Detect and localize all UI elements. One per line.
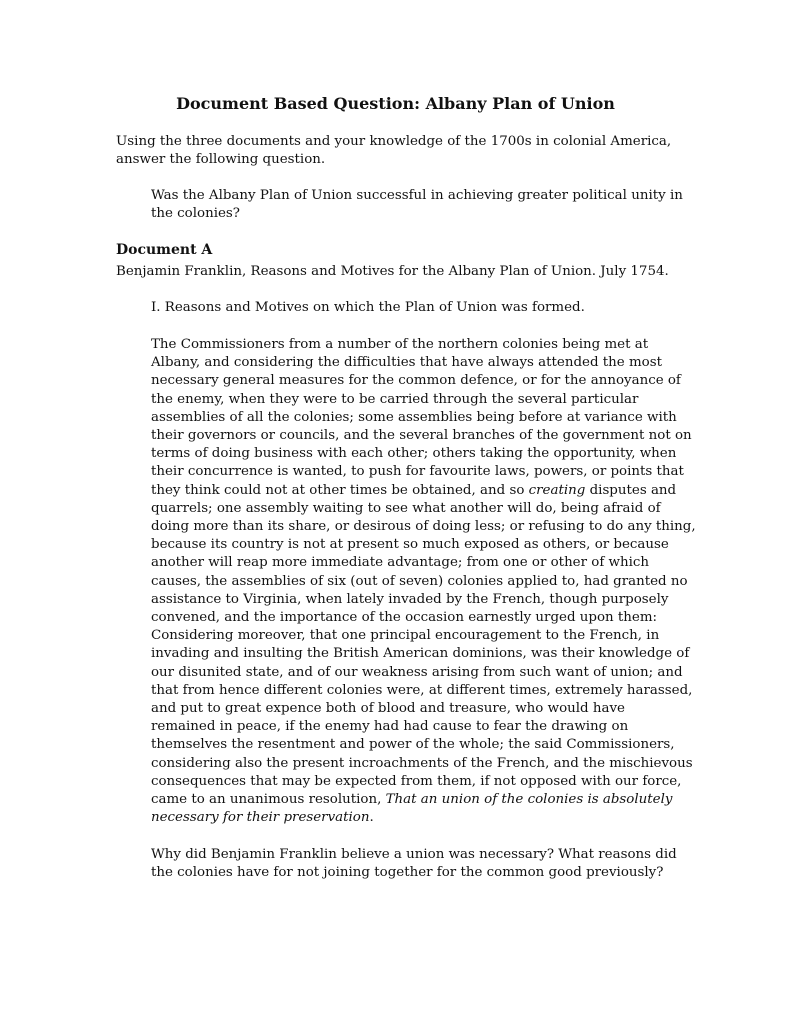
body-line: the enemy, when they were to be carried through the several particular (151, 391, 639, 407)
document-a-body (151, 336, 696, 827)
period: . (369, 810, 374, 826)
body-line: considering also the present incroachments of the French, and the mischievous (151, 755, 693, 771)
followup-line: the colonies have for not joining together for the common good previously? (151, 865, 664, 881)
body-line-segment: came to an unanimous resolution, (151, 792, 382, 808)
instructions-paragraph (116, 133, 671, 169)
body-line: convened, and the importance of the occasion earnestly urged upon them: (151, 610, 658, 626)
question-paragraph (151, 187, 683, 223)
document-a-heading: Document A (116, 242, 213, 258)
document-a-source: Benjamin Franklin, Reasons and Motives for the Albany Plan of Union. July 1754. (116, 264, 669, 279)
body-line: Considering moreover, that one principal encouragement to the French, in (151, 628, 660, 644)
body-line-with-italic (151, 482, 696, 500)
italic-resolution: necessary for their preservation (151, 810, 370, 826)
question-line: Was the Albany Plan of Union successful in achieving greater political unity in (151, 188, 683, 203)
body-line: their governors or councils, and the several branches of the government not on (151, 428, 692, 444)
body-line: our disunited state, and of our weakness arising from such want of union; and (151, 664, 683, 680)
body-line: necessary general measures for the common defence, or for the annoyance of (151, 373, 681, 389)
body-line: and put to great expence both of blood and treasure, who would have (151, 701, 625, 717)
body-line: consequences that may be expected from them, if not opposed with our force, (151, 773, 682, 789)
body-line: invading and insulting the British American dominions, was their knowledge of (151, 646, 690, 662)
body-line: themselves the resentment and power of the whole; the said Commissioners, (151, 737, 675, 753)
body-line: causes, the assemblies of six (out of seven) colonies applied to, had granted no (151, 573, 688, 589)
body-line-segment: they think could not at other times be obtained, and so (151, 482, 525, 498)
instructions-line: answer the following question. (116, 152, 326, 168)
body-line: remained in peace, if the enemy had had cause to fear the drawing on (151, 719, 629, 735)
body-line: doing more than its share, or desirous of doing less; or refusing to do any thing, (151, 519, 696, 535)
section-title: I. Reasons and Motives on which the Plan of Union was formed. (151, 300, 585, 315)
body-line: assistance to Virginia, when lately invaded by the French, though purposely (151, 591, 669, 607)
body-line: that from hence different colonies were, at different times, extremely harassed, (151, 682, 693, 698)
body-line-with-italic (151, 809, 696, 827)
body-line: quarrels; one assembly waiting to see what another will do, being afraid of (151, 500, 661, 516)
body-line: assemblies of all the colonies; some assemblies being before at variance with (151, 409, 677, 425)
body-line: because its country is not at present so much exposed as others, or because (151, 537, 669, 553)
italic-word-creating: creating (528, 482, 586, 498)
question-line: the colonies? (151, 206, 240, 222)
italic-resolution: That an union of the colonies is absolutely (385, 792, 673, 808)
body-line: another will reap more immediate advantage; from one or other of which (151, 555, 650, 571)
body-line-segment: disputes and (585, 482, 677, 498)
followup-line: Why did Benjamin Franklin believe a union was necessary? What reasons did (151, 847, 677, 862)
instructions-line: Using the three documents and your knowledge of the 1700s in colonial America, (116, 134, 672, 149)
body-line: terms of doing business with each other; others taking the opportunity, when (151, 446, 677, 462)
followup-question (151, 846, 677, 882)
body-line-with-italic (151, 791, 696, 809)
body-line: their concurrence is wanted, to push for favourite laws, powers, or points that (151, 464, 684, 480)
document-title: Document Based Question: Albany Plan of Union (176, 94, 615, 113)
body-line: The Commissioners from a number of the northern colonies being met at (151, 337, 649, 352)
body-line: Albany, and considering the difficulties that have always attended the most (151, 355, 663, 371)
